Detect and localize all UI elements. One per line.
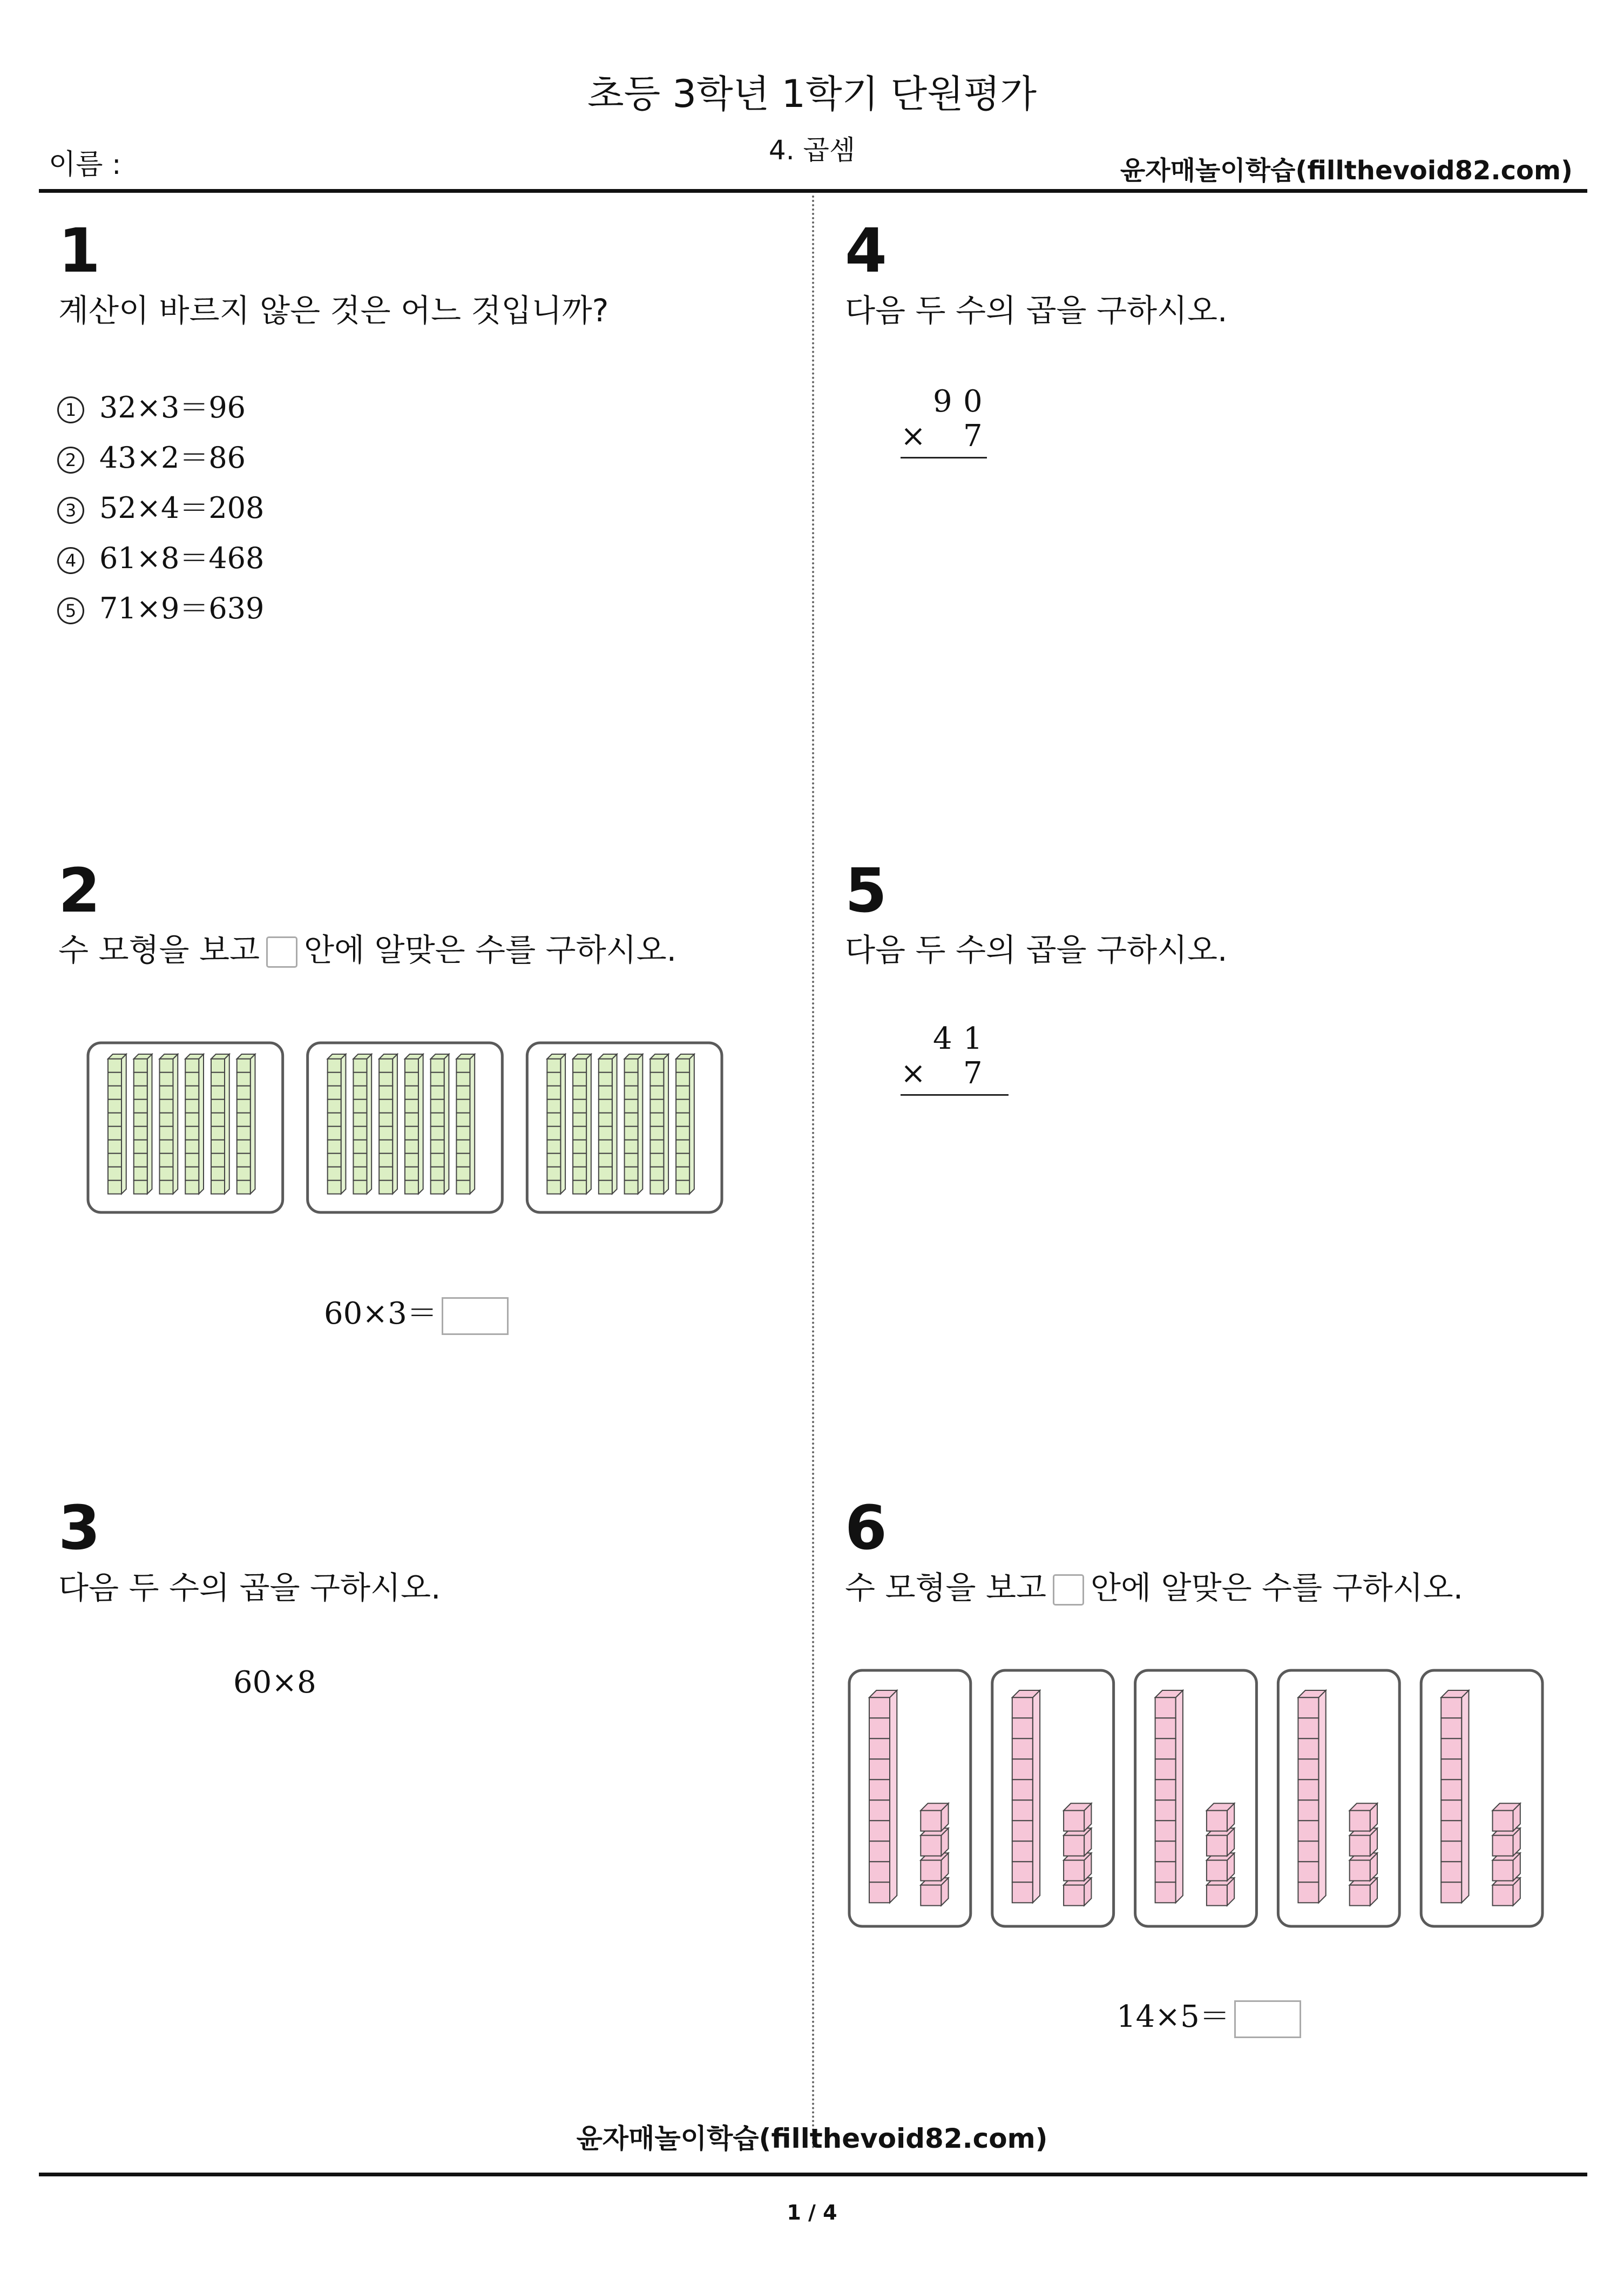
question-4-top-tens: 9 (933, 384, 952, 419)
question-4-times-sign: × (901, 419, 926, 454)
choice-3-expr: 52×4＝208 (99, 491, 265, 525)
block-group (1278, 1670, 1399, 1926)
ones-cube (1207, 1803, 1234, 1831)
choice-1[interactable] (57, 385, 246, 426)
choice-5-mark: 5 (57, 597, 84, 624)
question-5-text: 다음 두 수의 곱을 구하시오. (845, 932, 1228, 968)
tens-rod (456, 1054, 475, 1194)
choice-3[interactable] (57, 485, 264, 527)
tens-rod (211, 1054, 229, 1194)
question-2-answer-box[interactable] (442, 1297, 509, 1335)
question-3-text: 다음 두 수의 곱을 구하시오. (58, 1569, 441, 1606)
question-4-multiplier: 7 (963, 419, 983, 454)
ones-cube (1064, 1828, 1091, 1856)
question-4-number: 4 (845, 216, 887, 286)
choice-1-mark: 1 (57, 396, 84, 423)
question-2-inline-box (266, 936, 297, 968)
ones-cube (1493, 1803, 1520, 1831)
question-5-vertical-multiplication (901, 1022, 1014, 1096)
question-3-number: 3 (58, 1493, 100, 1563)
unit-subtitle: 4. 곱셈 (768, 134, 856, 166)
tens-rod (599, 1054, 617, 1194)
site-credit-bottom: 윤자매놀이학습(fillthevoid82.com) (576, 2123, 1048, 2154)
question-5-number: 5 (845, 856, 887, 926)
ones-cube (1064, 1853, 1091, 1880)
ones-cube (1064, 1878, 1091, 1905)
question-4-vertical-multiplication (901, 385, 992, 458)
tens-rod (185, 1054, 204, 1194)
block-group (308, 1043, 503, 1212)
ones-cube (921, 1828, 948, 1856)
site-credit-top: 윤자매놀이학습(fillthevoid82.com) (1120, 156, 1573, 186)
tens-rod (160, 1054, 178, 1194)
tens-rod (650, 1054, 668, 1194)
question-6-text-before: 수 모형을 보고 (845, 1569, 1047, 1606)
tens-rod (625, 1054, 643, 1194)
question-4-text: 다음 두 수의 곱을 구하시오. (845, 292, 1228, 329)
choice-4[interactable] (57, 535, 264, 577)
choice-2[interactable] (57, 435, 246, 476)
block-group-frame (1421, 1670, 1542, 1926)
tens-rod (237, 1054, 255, 1194)
tens-rod (1441, 1690, 1469, 1903)
choice-5[interactable] (57, 585, 264, 627)
tens-rod (405, 1054, 423, 1194)
question-4-top-ones: 0 (963, 384, 983, 419)
ones-cube (1207, 1853, 1234, 1880)
ones-cube (1493, 1878, 1520, 1905)
block-group-frame (849, 1670, 971, 1926)
choice-2-mark: 2 (57, 447, 84, 474)
ones-cube (1064, 1803, 1091, 1831)
block-group (88, 1043, 283, 1212)
tens-rod (431, 1054, 449, 1194)
tens-rod (676, 1054, 694, 1194)
ones-cube (921, 1878, 948, 1905)
ones-cube (1350, 1878, 1377, 1905)
ones-cube (921, 1853, 948, 1880)
question-2-expr: 60×3＝ (324, 1296, 437, 1331)
block-group-frame (992, 1670, 1114, 1926)
page-number: 1 / 4 (787, 2201, 837, 2224)
question-2-number: 2 (58, 856, 100, 926)
name-label: 이름 : (49, 149, 121, 181)
question-6-text-after: 안에 알맞은 수를 구하시오. (1091, 1569, 1464, 1606)
ones-cube (1207, 1828, 1234, 1856)
choice-3-mark: 3 (57, 497, 84, 524)
question-5-underline (901, 1094, 1009, 1096)
column-divider (812, 195, 814, 2150)
question-2-base-ten-blocks (86, 1041, 723, 1214)
tens-rod (573, 1054, 591, 1194)
worksheet-title: 초등 3학년 1학기 단원평가 (587, 72, 1037, 116)
question-6-equation (1116, 1993, 1301, 2038)
tens-rod (353, 1054, 371, 1194)
question-5-times-sign: × (901, 1056, 926, 1091)
ones-cube (1350, 1828, 1377, 1856)
tens-rod (379, 1054, 397, 1194)
block-group (1135, 1670, 1257, 1926)
tens-rod (1298, 1690, 1325, 1903)
question-2-text-before: 수 모형을 보고 (58, 932, 260, 968)
question-2-text (58, 925, 676, 970)
block-group (1421, 1670, 1542, 1926)
question-6-answer-box[interactable] (1234, 2000, 1301, 2038)
question-6-number: 6 (845, 1493, 887, 1563)
block-group (527, 1043, 722, 1212)
question-6-text (845, 1562, 1463, 1608)
tens-rod (134, 1054, 152, 1194)
question-6-expr: 14×5＝ (1116, 1999, 1230, 2034)
tens-rod (1155, 1690, 1183, 1903)
ones-cube (1350, 1803, 1377, 1831)
ones-cube (921, 1803, 948, 1831)
question-5-multiplier: 7 (963, 1056, 983, 1091)
tens-rod (1012, 1690, 1040, 1903)
block-group-frame (1278, 1670, 1399, 1926)
question-5-top-tens: 4 (933, 1021, 952, 1056)
header-rule (39, 189, 1587, 193)
choice-5-expr: 71×9＝639 (99, 591, 265, 625)
question-1-text: 계산이 바르지 않은 것은 어느 것입니까? (58, 292, 609, 329)
question-6-base-ten-blocks (848, 1669, 1544, 1928)
question-6-inline-box (1053, 1574, 1084, 1606)
tens-rod (869, 1690, 897, 1903)
block-group-frame (1135, 1670, 1257, 1926)
question-2-text-after: 안에 알맞은 수를 구하시오. (304, 932, 677, 968)
ones-cube (1350, 1853, 1377, 1880)
ones-cube (1493, 1853, 1520, 1880)
question-5-top-ones: 1 (963, 1021, 983, 1056)
choice-4-expr: 61×8＝468 (99, 541, 265, 575)
choice-4-mark: 4 (57, 547, 84, 574)
question-3-expr: 60×8 (233, 1665, 316, 1700)
choice-1-expr: 32×3＝96 (99, 390, 246, 424)
question-2-equation (324, 1290, 509, 1335)
footer-rule (39, 2173, 1587, 2176)
ones-cube (1493, 1828, 1520, 1856)
tens-rod (328, 1054, 346, 1194)
block-group (849, 1670, 971, 1926)
block-group (992, 1670, 1114, 1926)
question-1-number: 1 (58, 216, 100, 286)
question-4-underline (901, 457, 987, 458)
ones-cube (1207, 1878, 1234, 1905)
tens-rod (547, 1054, 565, 1194)
choice-2-expr: 43×2＝86 (99, 441, 246, 475)
tens-rod (108, 1054, 126, 1194)
